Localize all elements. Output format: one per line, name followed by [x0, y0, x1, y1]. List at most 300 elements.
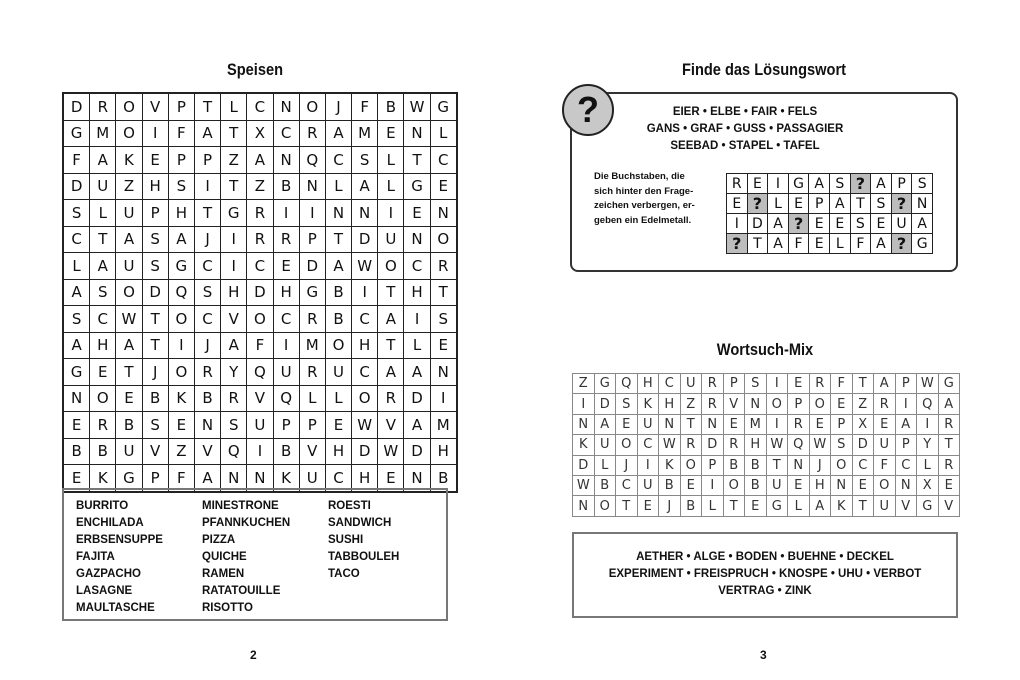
mix-letter-cell[interactable]: S: [745, 374, 767, 394]
letter-cell[interactable]: B: [325, 279, 351, 306]
letter-cell[interactable]: V: [142, 438, 168, 465]
mix-letter-cell[interactable]: Q: [616, 374, 638, 394]
letter-cell[interactable]: V: [247, 385, 273, 412]
letter-cell[interactable]: S: [63, 306, 90, 333]
letter-cell[interactable]: B: [273, 438, 299, 465]
letter-cell[interactable]: O: [168, 359, 194, 386]
letter-cell[interactable]: H: [90, 332, 116, 359]
mix-letter-cell[interactable]: H: [659, 394, 681, 414]
solve-letter-cell[interactable]: A: [829, 194, 850, 214]
mix-letter-cell[interactable]: A: [874, 374, 896, 394]
letter-cell[interactable]: Y: [221, 359, 247, 386]
mix-letter-cell[interactable]: E: [831, 394, 853, 414]
letter-cell[interactable]: V: [378, 412, 404, 439]
letter-cell[interactable]: O: [247, 306, 273, 333]
solve-letter-cell[interactable]: E: [809, 234, 830, 254]
letter-cell[interactable]: L: [325, 173, 351, 200]
letter-cell[interactable]: Z: [168, 438, 194, 465]
letter-cell[interactable]: C: [404, 253, 430, 280]
letter-cell[interactable]: E: [430, 332, 457, 359]
mix-letter-cell[interactable]: I: [766, 374, 788, 394]
mix-letter-cell[interactable]: T: [852, 496, 874, 516]
solve-letter-cell[interactable]: I: [768, 174, 789, 194]
letter-cell[interactable]: N: [247, 465, 273, 492]
mix-letter-cell[interactable]: B: [745, 455, 767, 475]
mix-letter-cell[interactable]: Z: [852, 394, 874, 414]
solve-letter-cell[interactable]: S: [829, 174, 850, 194]
letter-cell[interactable]: U: [116, 253, 142, 280]
mix-letter-cell[interactable]: B: [680, 496, 702, 516]
letter-cell[interactable]: T: [378, 279, 404, 306]
letter-cell[interactable]: M: [430, 412, 457, 439]
mix-letter-cell[interactable]: I: [895, 394, 917, 414]
mix-letter-cell[interactable]: E: [788, 374, 810, 394]
letter-cell[interactable]: G: [299, 279, 325, 306]
letter-cell[interactable]: S: [352, 147, 378, 174]
letter-cell[interactable]: C: [352, 359, 378, 386]
mix-letter-cell[interactable]: P: [831, 414, 853, 434]
letter-cell[interactable]: E: [325, 412, 351, 439]
letter-cell[interactable]: P: [168, 93, 194, 120]
letter-cell[interactable]: E: [378, 465, 404, 492]
letter-cell[interactable]: C: [430, 147, 457, 174]
letter-cell[interactable]: W: [404, 93, 430, 120]
mix-letter-cell[interactable]: E: [723, 414, 745, 434]
mix-letter-cell[interactable]: P: [788, 394, 810, 414]
letter-cell[interactable]: E: [90, 359, 116, 386]
mix-letter-cell[interactable]: U: [874, 435, 896, 455]
solve-letter-cell[interactable]: P: [891, 174, 912, 194]
mix-letter-cell[interactable]: B: [745, 475, 767, 495]
solve-letter-cell[interactable]: S: [850, 214, 871, 234]
mix-letter-grid[interactable]: [572, 373, 960, 517]
mix-letter-cell[interactable]: I: [766, 414, 788, 434]
mix-letter-cell[interactable]: L: [788, 496, 810, 516]
letter-cell[interactable]: T: [404, 147, 430, 174]
letter-cell[interactable]: N: [221, 465, 247, 492]
solve-letter-cell[interactable]: E: [747, 174, 768, 194]
letter-cell[interactable]: N: [404, 465, 430, 492]
mix-letter-cell[interactable]: O: [874, 475, 896, 495]
mix-letter-cell[interactable]: D: [702, 435, 724, 455]
mix-letter-cell[interactable]: T: [680, 414, 702, 434]
mix-letter-cell[interactable]: T: [723, 496, 745, 516]
mix-letter-cell[interactable]: M: [745, 414, 767, 434]
mix-letter-cell[interactable]: J: [809, 455, 831, 475]
mix-letter-cell[interactable]: U: [680, 374, 702, 394]
letter-cell[interactable]: A: [63, 279, 90, 306]
letter-cell[interactable]: U: [378, 226, 404, 253]
letter-cell[interactable]: E: [168, 412, 194, 439]
mix-letter-cell[interactable]: U: [766, 475, 788, 495]
mix-letter-cell[interactable]: N: [831, 475, 853, 495]
letter-cell[interactable]: A: [404, 359, 430, 386]
mix-letter-cell[interactable]: L: [702, 496, 724, 516]
letter-cell[interactable]: F: [63, 147, 90, 174]
mix-letter-cell[interactable]: H: [809, 475, 831, 495]
mix-letter-cell[interactable]: N: [895, 475, 917, 495]
letter-cell[interactable]: I: [168, 332, 194, 359]
mix-letter-cell[interactable]: N: [788, 455, 810, 475]
mix-letter-cell[interactable]: V: [895, 496, 917, 516]
letter-cell[interactable]: S: [221, 412, 247, 439]
letter-cell[interactable]: B: [378, 93, 404, 120]
mix-letter-cell[interactable]: R: [723, 435, 745, 455]
mix-letter-cell[interactable]: O: [680, 455, 702, 475]
letter-cell[interactable]: P: [168, 147, 194, 174]
letter-cell[interactable]: O: [430, 226, 457, 253]
letter-cell[interactable]: F: [168, 465, 194, 492]
letter-cell[interactable]: C: [325, 147, 351, 174]
mix-letter-cell[interactable]: V: [723, 394, 745, 414]
letter-cell[interactable]: A: [90, 253, 116, 280]
letter-cell[interactable]: L: [378, 147, 404, 174]
letter-cell[interactable]: A: [194, 120, 220, 147]
hidden-letter-cell[interactable]: ?: [747, 194, 768, 214]
mix-letter-cell[interactable]: C: [852, 455, 874, 475]
letter-cell[interactable]: U: [90, 173, 116, 200]
mix-letter-cell[interactable]: E: [788, 475, 810, 495]
letter-cell[interactable]: N: [299, 173, 325, 200]
letter-cell[interactable]: H: [221, 279, 247, 306]
letter-cell[interactable]: W: [378, 438, 404, 465]
mix-letter-cell[interactable]: C: [659, 374, 681, 394]
letter-cell[interactable]: J: [142, 359, 168, 386]
letter-cell[interactable]: L: [325, 385, 351, 412]
mix-letter-cell[interactable]: T: [938, 435, 960, 455]
letter-cell[interactable]: S: [90, 279, 116, 306]
mix-letter-cell[interactable]: G: [766, 496, 788, 516]
letter-cell[interactable]: R: [90, 93, 116, 120]
letter-cell[interactable]: C: [247, 253, 273, 280]
solve-letter-cell[interactable]: L: [768, 194, 789, 214]
letter-cell[interactable]: I: [430, 385, 457, 412]
letter-cell[interactable]: A: [378, 306, 404, 333]
solve-letter-cell[interactable]: A: [768, 214, 789, 234]
mix-letter-cell[interactable]: D: [594, 394, 616, 414]
letter-cell[interactable]: S: [142, 412, 168, 439]
letter-cell[interactable]: O: [168, 306, 194, 333]
hidden-letter-cell[interactable]: ?: [850, 174, 871, 194]
mix-letter-cell[interactable]: Q: [788, 435, 810, 455]
mix-letter-cell[interactable]: U: [637, 414, 659, 434]
solve-letter-cell[interactable]: E: [871, 214, 892, 234]
letter-cell[interactable]: A: [247, 147, 273, 174]
mix-letter-cell[interactable]: B: [594, 475, 616, 495]
mix-letter-cell[interactable]: A: [895, 414, 917, 434]
mix-letter-cell[interactable]: D: [573, 455, 595, 475]
letter-cell[interactable]: P: [194, 147, 220, 174]
mix-letter-cell[interactable]: E: [809, 414, 831, 434]
letter-cell[interactable]: H: [325, 438, 351, 465]
mix-letter-cell[interactable]: W: [917, 374, 939, 394]
letter-cell[interactable]: D: [404, 438, 430, 465]
letter-cell[interactable]: P: [299, 226, 325, 253]
letter-cell[interactable]: W: [116, 306, 142, 333]
letter-cell[interactable]: N: [273, 93, 299, 120]
letter-cell[interactable]: R: [221, 385, 247, 412]
solve-letter-cell[interactable]: I: [727, 214, 748, 234]
mix-letter-cell[interactable]: K: [831, 496, 853, 516]
letter-cell[interactable]: R: [378, 385, 404, 412]
letter-cell[interactable]: M: [90, 120, 116, 147]
letter-cell[interactable]: N: [63, 385, 90, 412]
letter-cell[interactable]: G: [404, 173, 430, 200]
mix-letter-cell[interactable]: Z: [573, 374, 595, 394]
mix-letter-cell[interactable]: E: [745, 496, 767, 516]
letter-cell[interactable]: E: [378, 120, 404, 147]
letter-cell[interactable]: A: [378, 359, 404, 386]
letter-cell[interactable]: I: [273, 332, 299, 359]
letter-cell[interactable]: T: [378, 332, 404, 359]
letter-cell[interactable]: A: [116, 332, 142, 359]
mix-letter-cell[interactable]: Q: [917, 394, 939, 414]
letter-cell[interactable]: T: [142, 332, 168, 359]
letter-cell[interactable]: A: [325, 253, 351, 280]
letter-cell[interactable]: I: [194, 173, 220, 200]
letter-cell[interactable]: O: [325, 332, 351, 359]
letter-cell[interactable]: G: [168, 253, 194, 280]
mix-letter-cell[interactable]: I: [702, 475, 724, 495]
mix-letter-cell[interactable]: A: [594, 414, 616, 434]
letter-cell[interactable]: N: [352, 200, 378, 227]
letter-cell[interactable]: G: [430, 93, 457, 120]
solve-letter-cell[interactable]: F: [850, 234, 871, 254]
mix-letter-cell[interactable]: P: [702, 455, 724, 475]
mix-letter-cell[interactable]: W: [659, 435, 681, 455]
letter-cell[interactable]: R: [90, 412, 116, 439]
letter-cell[interactable]: A: [221, 332, 247, 359]
letter-cell[interactable]: S: [168, 173, 194, 200]
letter-cell[interactable]: V: [142, 93, 168, 120]
mix-letter-cell[interactable]: R: [938, 414, 960, 434]
solve-letter-cell[interactable]: E: [829, 214, 850, 234]
letter-cell[interactable]: B: [116, 412, 142, 439]
letter-cell[interactable]: M: [352, 120, 378, 147]
letter-cell[interactable]: S: [142, 253, 168, 280]
mix-letter-cell[interactable]: H: [637, 374, 659, 394]
letter-cell[interactable]: U: [325, 359, 351, 386]
letter-cell[interactable]: U: [247, 412, 273, 439]
mix-letter-cell[interactable]: L: [917, 455, 939, 475]
letter-cell[interactable]: U: [116, 438, 142, 465]
mix-letter-cell[interactable]: F: [874, 455, 896, 475]
letter-cell[interactable]: I: [221, 226, 247, 253]
letter-cell[interactable]: N: [404, 226, 430, 253]
letter-cell[interactable]: J: [194, 332, 220, 359]
letter-cell[interactable]: I: [221, 253, 247, 280]
letter-cell[interactable]: Q: [221, 438, 247, 465]
mix-letter-cell[interactable]: N: [745, 394, 767, 414]
mix-letter-cell[interactable]: C: [895, 455, 917, 475]
letter-cell[interactable]: Q: [299, 147, 325, 174]
mix-letter-cell[interactable]: A: [938, 394, 960, 414]
solve-letter-cell[interactable]: T: [850, 194, 871, 214]
solve-letter-cell[interactable]: L: [829, 234, 850, 254]
mix-letter-cell[interactable]: N: [573, 496, 595, 516]
mix-letter-cell[interactable]: W: [809, 435, 831, 455]
letter-cell[interactable]: P: [142, 200, 168, 227]
mix-letter-cell[interactable]: W: [573, 475, 595, 495]
speisen-letter-grid[interactable]: [62, 92, 458, 493]
letter-cell[interactable]: T: [221, 173, 247, 200]
letter-cell[interactable]: M: [299, 332, 325, 359]
letter-cell[interactable]: T: [142, 306, 168, 333]
letter-cell[interactable]: A: [116, 226, 142, 253]
mix-letter-cell[interactable]: R: [702, 374, 724, 394]
letter-cell[interactable]: W: [352, 253, 378, 280]
solve-letter-cell[interactable]: U: [891, 214, 912, 234]
letter-cell[interactable]: G: [221, 200, 247, 227]
letter-cell[interactable]: A: [63, 332, 90, 359]
letter-cell[interactable]: B: [63, 438, 90, 465]
letter-cell[interactable]: D: [63, 93, 90, 120]
mix-letter-cell[interactable]: L: [594, 455, 616, 475]
mix-letter-cell[interactable]: T: [766, 455, 788, 475]
solve-letter-cell[interactable]: R: [727, 174, 748, 194]
letter-cell[interactable]: U: [299, 465, 325, 492]
letter-cell[interactable]: S: [430, 306, 457, 333]
letter-cell[interactable]: I: [378, 200, 404, 227]
solve-letter-cell[interactable]: S: [912, 174, 933, 194]
hidden-letter-cell[interactable]: ?: [788, 214, 809, 234]
letter-cell[interactable]: B: [325, 306, 351, 333]
letter-cell[interactable]: R: [247, 200, 273, 227]
mix-letter-cell[interactable]: E: [637, 496, 659, 516]
solve-letter-cell[interactable]: E: [727, 194, 748, 214]
mix-letter-cell[interactable]: I: [573, 394, 595, 414]
mix-letter-cell[interactable]: R: [809, 374, 831, 394]
solve-letter-cell[interactable]: E: [809, 214, 830, 234]
mix-letter-cell[interactable]: I: [637, 455, 659, 475]
solve-letter-cell[interactable]: G: [912, 234, 933, 254]
letter-cell[interactable]: R: [430, 253, 457, 280]
letter-cell[interactable]: H: [352, 465, 378, 492]
mix-letter-cell[interactable]: F: [831, 374, 853, 394]
letter-cell[interactable]: O: [352, 385, 378, 412]
solve-letter-cell[interactable]: A: [871, 234, 892, 254]
letter-cell[interactable]: O: [299, 93, 325, 120]
mix-letter-cell[interactable]: E: [874, 414, 896, 434]
letter-cell[interactable]: R: [194, 359, 220, 386]
hidden-letter-cell[interactable]: ?: [891, 194, 912, 214]
mix-letter-cell[interactable]: B: [659, 475, 681, 495]
letter-cell[interactable]: D: [63, 173, 90, 200]
mix-letter-cell[interactable]: N: [659, 414, 681, 434]
letter-cell[interactable]: L: [90, 200, 116, 227]
mix-letter-cell[interactable]: S: [831, 435, 853, 455]
letter-cell[interactable]: T: [194, 93, 220, 120]
letter-cell[interactable]: F: [247, 332, 273, 359]
letter-cell[interactable]: E: [430, 173, 457, 200]
mix-letter-cell[interactable]: E: [938, 475, 960, 495]
solve-letter-cell[interactable]: F: [788, 234, 809, 254]
letter-cell[interactable]: D: [352, 226, 378, 253]
mix-letter-cell[interactable]: O: [809, 394, 831, 414]
mix-letter-cell[interactable]: R: [680, 435, 702, 455]
letter-cell[interactable]: Q: [273, 385, 299, 412]
letter-cell[interactable]: H: [168, 200, 194, 227]
solve-letter-cell[interactable]: A: [768, 234, 789, 254]
mix-letter-cell[interactable]: I: [917, 414, 939, 434]
mix-letter-cell[interactable]: Y: [917, 435, 939, 455]
solve-letter-cell[interactable]: N: [912, 194, 933, 214]
mix-letter-cell[interactable]: P: [895, 374, 917, 394]
letter-cell[interactable]: H: [352, 332, 378, 359]
letter-cell[interactable]: K: [116, 147, 142, 174]
mix-letter-cell[interactable]: B: [723, 455, 745, 475]
mix-letter-cell[interactable]: J: [616, 455, 638, 475]
letter-cell[interactable]: D: [404, 385, 430, 412]
hidden-letter-cell[interactable]: ?: [727, 234, 748, 254]
mix-letter-cell[interactable]: E: [852, 475, 874, 495]
letter-cell[interactable]: I: [273, 200, 299, 227]
letter-cell[interactable]: I: [299, 200, 325, 227]
letter-cell[interactable]: B: [142, 385, 168, 412]
mix-letter-cell[interactable]: Z: [680, 394, 702, 414]
solve-letter-cell[interactable]: T: [747, 234, 768, 254]
letter-cell[interactable]: B: [430, 465, 457, 492]
letter-cell[interactable]: L: [378, 173, 404, 200]
mix-letter-cell[interactable]: R: [874, 394, 896, 414]
letter-cell[interactable]: A: [352, 173, 378, 200]
mix-letter-cell[interactable]: K: [659, 455, 681, 475]
mix-letter-cell[interactable]: O: [723, 475, 745, 495]
mix-letter-cell[interactable]: X: [917, 475, 939, 495]
letter-cell[interactable]: Q: [247, 359, 273, 386]
letter-cell[interactable]: T: [90, 226, 116, 253]
mix-letter-cell[interactable]: J: [659, 496, 681, 516]
mix-letter-cell[interactable]: P: [723, 374, 745, 394]
letter-cell[interactable]: C: [63, 226, 90, 253]
mix-letter-cell[interactable]: G: [938, 374, 960, 394]
mix-letter-cell[interactable]: R: [938, 455, 960, 475]
letter-cell[interactable]: S: [194, 279, 220, 306]
letter-cell[interactable]: L: [404, 332, 430, 359]
solve-letter-cell[interactable]: G: [788, 174, 809, 194]
letter-cell[interactable]: A: [194, 465, 220, 492]
letter-cell[interactable]: P: [142, 465, 168, 492]
solve-letter-cell[interactable]: E: [788, 194, 809, 214]
letter-cell[interactable]: D: [247, 279, 273, 306]
letter-cell[interactable]: N: [430, 359, 457, 386]
letter-cell[interactable]: P: [299, 412, 325, 439]
letter-cell[interactable]: B: [273, 173, 299, 200]
letter-cell[interactable]: K: [90, 465, 116, 492]
letter-cell[interactable]: Z: [221, 147, 247, 174]
mix-letter-cell[interactable]: E: [680, 475, 702, 495]
letter-cell[interactable]: Z: [247, 173, 273, 200]
mix-letter-cell[interactable]: A: [809, 496, 831, 516]
letter-cell[interactable]: I: [247, 438, 273, 465]
mix-letter-cell[interactable]: V: [938, 496, 960, 516]
letter-cell[interactable]: C: [194, 253, 220, 280]
letter-cell[interactable]: E: [63, 465, 90, 492]
letter-cell[interactable]: W: [352, 412, 378, 439]
mix-letter-cell[interactable]: K: [573, 435, 595, 455]
letter-cell[interactable]: U: [273, 359, 299, 386]
mix-letter-cell[interactable]: E: [616, 414, 638, 434]
letter-cell[interactable]: R: [273, 226, 299, 253]
letter-cell[interactable]: B: [90, 438, 116, 465]
letter-cell[interactable]: I: [142, 120, 168, 147]
solution-letter-grid[interactable]: [726, 173, 933, 254]
letter-cell[interactable]: C: [273, 120, 299, 147]
letter-cell[interactable]: E: [63, 412, 90, 439]
letter-cell[interactable]: H: [273, 279, 299, 306]
letter-cell[interactable]: O: [116, 93, 142, 120]
letter-cell[interactable]: A: [325, 120, 351, 147]
